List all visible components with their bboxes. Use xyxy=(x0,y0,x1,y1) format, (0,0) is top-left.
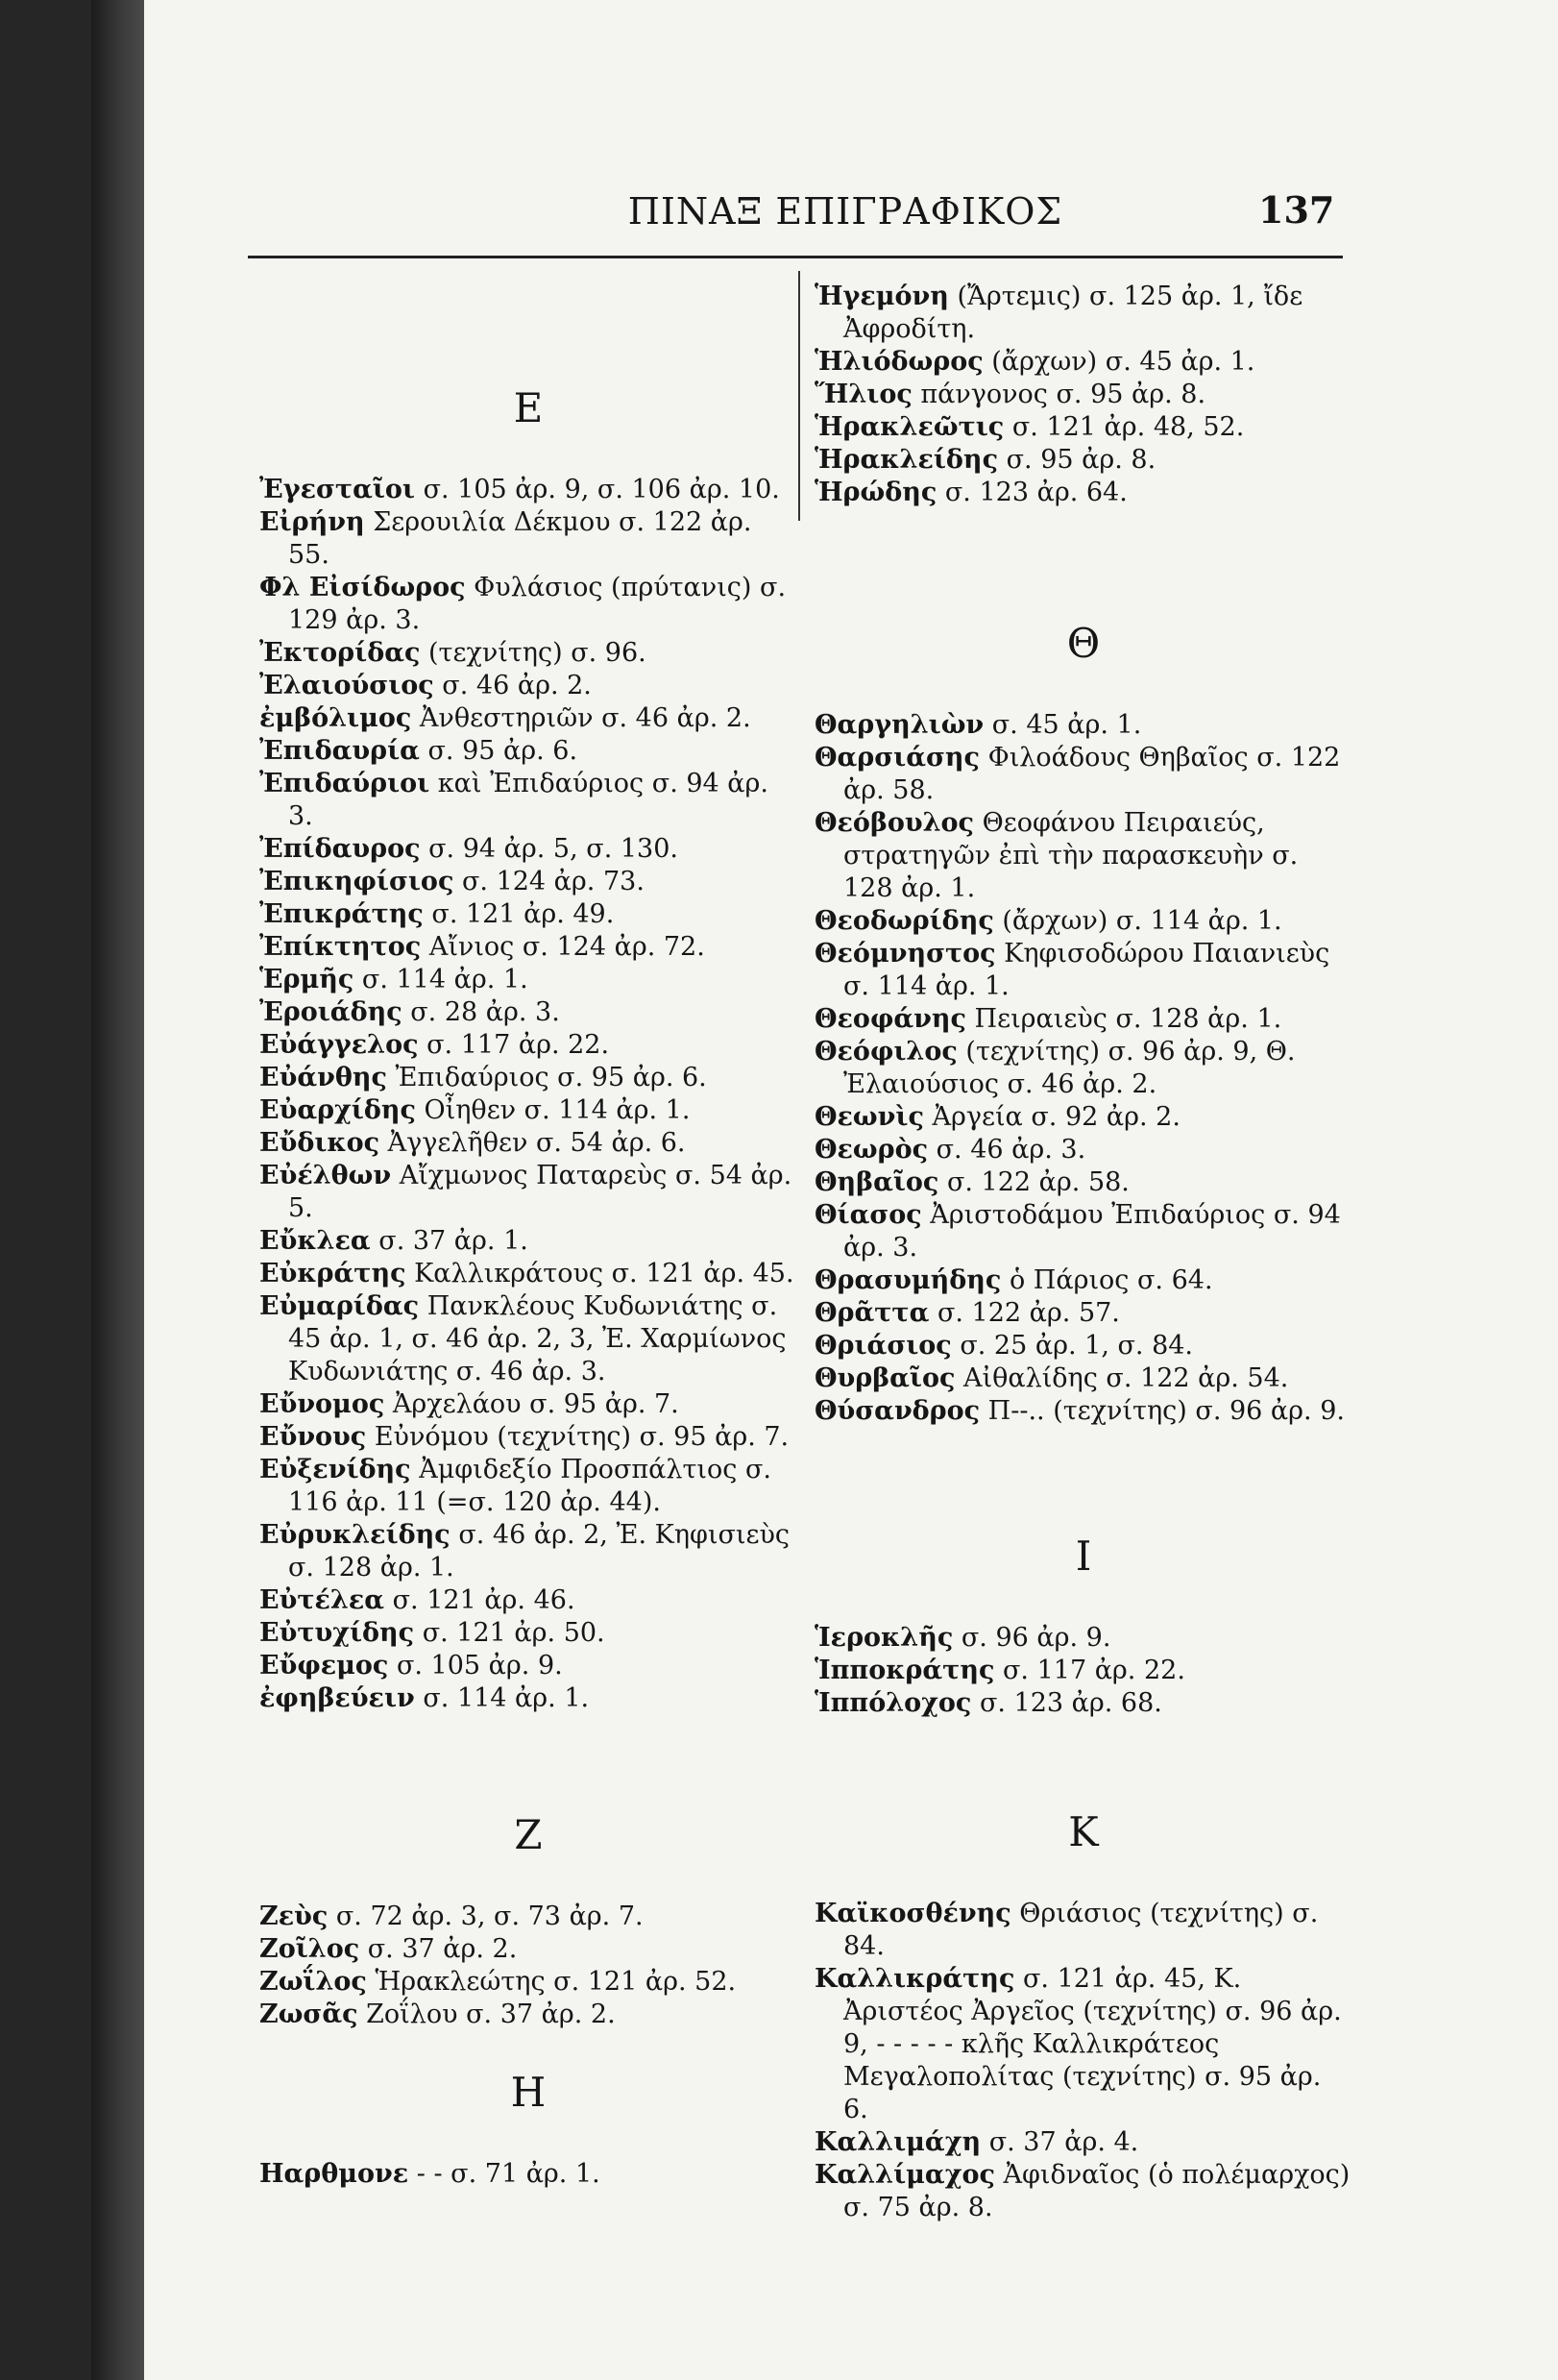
entry-reference: πάνγονος σ. 95 ἀρ. 8. xyxy=(912,380,1206,409)
entry-name: Θύσανδρος xyxy=(815,1396,981,1426)
entry-reference: σ. 37 ἀρ. 2. xyxy=(359,1934,518,1964)
index-entry xyxy=(259,572,797,637)
index-entry xyxy=(815,807,1352,905)
entry-name: Καλλιμάχη xyxy=(815,2127,982,2157)
index-entry xyxy=(259,1454,797,1519)
header-rule xyxy=(248,256,1343,258)
entry-reference: Π--.. (τεχνίτης) σ. 96 ἀρ. 9. xyxy=(980,1396,1345,1426)
entry-name: Εὐαρχίδης xyxy=(259,1095,416,1125)
section-letter: Ζ xyxy=(514,1811,543,1858)
entry-reference: σ. 96 ἀρ. 9. xyxy=(953,1623,1111,1653)
entry-reference: ὁ Πάριος σ. 64. xyxy=(1001,1265,1213,1295)
entry-reference: σ. 121 ἀρ. 50. xyxy=(414,1618,605,1648)
section-letter: Ι xyxy=(1075,1533,1092,1580)
entry-name: Εὔνομος xyxy=(259,1389,385,1419)
entry-name: Θεωνὶς xyxy=(815,1102,924,1132)
entry-reference: Φυλάσιος (πρύτανις) σ. 129 ἀρ. 3. xyxy=(288,573,787,635)
index-entry xyxy=(815,1003,1352,1036)
index-entry xyxy=(815,938,1352,1003)
entry-name: Θίασος xyxy=(815,1200,922,1230)
index-entry xyxy=(815,1036,1352,1101)
page-number: 137 xyxy=(1258,188,1335,232)
index-entry xyxy=(815,1297,1352,1330)
entry-name: Θεόφιλος xyxy=(815,1037,958,1067)
index-entry xyxy=(815,742,1352,807)
entry-reference: σ. 46 ἀρ. 2, Ἐ. Κηφισιεὺς σ. 128 ἀρ. 1. xyxy=(288,1520,791,1583)
index-entry xyxy=(815,1395,1352,1428)
index-entry xyxy=(259,702,797,735)
entry-reference: σ. 117 ἀρ. 22. xyxy=(418,1030,610,1060)
index-entry xyxy=(815,1362,1352,1395)
entry-reference: (ἄρχων) σ. 114 ἀρ. 1. xyxy=(993,906,1282,936)
entry-name: Φλ Εἰσίδωρος xyxy=(259,573,466,602)
entry-name: Καλλίμαχος xyxy=(815,2160,995,2190)
entry-name: Θεοφάνης xyxy=(815,1004,966,1034)
entry-name: Εὐκράτης xyxy=(259,1259,406,1288)
index-entry xyxy=(259,1290,797,1388)
index-entry xyxy=(815,1101,1352,1134)
index-section xyxy=(815,1803,1352,2224)
entry-name: Θυρβαῖος xyxy=(815,1363,956,1393)
entry-name: Εὐρυκλείδης xyxy=(259,1520,450,1550)
index-entry xyxy=(259,768,797,833)
entry-name: Εὐμαρίδας xyxy=(259,1291,420,1321)
index-entry xyxy=(259,1094,797,1127)
entry-name: Ἱεροκλῆς xyxy=(815,1623,954,1653)
entry-name: Ἡρακλεῶτις xyxy=(815,412,1005,442)
entry-name: Ἐπιδαύριοι xyxy=(259,769,430,798)
index-entry xyxy=(259,1650,797,1682)
page-title: ΠΙΝΑΞ ΕΠΙΓΡΑΦΙΚΟΣ xyxy=(627,190,1063,233)
index-entry xyxy=(815,346,1352,379)
entry-name: Θηβαῖος xyxy=(815,1167,939,1197)
entry-name: Ἑρμῆς xyxy=(259,965,354,994)
index-entry xyxy=(259,637,797,670)
index-entry xyxy=(259,1225,797,1258)
index-entry xyxy=(259,670,797,702)
index-entry xyxy=(815,2126,1352,2159)
index-entry xyxy=(259,506,797,572)
entry-name: Ἐπίδαυρος xyxy=(259,834,421,864)
entry-reference: Αἴχμωνος Παταρεὺς σ. 54 ἀρ. 5. xyxy=(288,1161,792,1223)
entry-name: Θεωρὸς xyxy=(815,1135,929,1165)
index-entry xyxy=(815,379,1352,411)
entry-reference: σ. 123 ἀρ. 68. xyxy=(971,1688,1162,1718)
index-entry xyxy=(815,1898,1352,1963)
entry-name: Ἐπίκτητος xyxy=(259,932,422,962)
entry-reference: Εὐνόμου (τεχνίτης) σ. 95 ἀρ. 7. xyxy=(366,1422,790,1452)
entry-reference: σ. 45 ἀρ. 1. xyxy=(984,710,1142,740)
entry-reference: Ζοΐλου σ. 37 ἀρ. 2. xyxy=(357,2000,616,2029)
entry-reference: Αἰθαλίδης σ. 122 ἀρ. 54. xyxy=(955,1363,1289,1393)
entry-reference: σ. 46 ἀρ. 3. xyxy=(928,1135,1086,1165)
entry-reference: σ. 121 ἀρ. 48, 52. xyxy=(1004,412,1245,442)
entry-name: Ἐγεσταῖοι xyxy=(259,475,415,504)
index-entry xyxy=(259,1901,797,1933)
entry-reference: Ἀριστοδάμου Ἐπιδαύριος σ. 94 ἀρ. 3. xyxy=(843,1200,1341,1263)
entry-reference: σ. 124 ἀρ. 73. xyxy=(453,867,645,896)
entry-name: Θριάσιος xyxy=(815,1331,952,1361)
entry-name: Εὐάγγελος xyxy=(259,1030,419,1060)
entry-name: Ἐπιδαυρία xyxy=(259,736,420,766)
section-letter: Θ xyxy=(1066,620,1101,667)
index-entry xyxy=(259,866,797,898)
index-entry xyxy=(815,1655,1352,1687)
entry-name: Ἡρακλείδης xyxy=(815,445,999,475)
index-entry xyxy=(815,1622,1352,1655)
entry-reference: Ἡρακλεώτης σ. 121 ἀρ. 52. xyxy=(366,1967,737,1997)
entry-name: Καϊκοσθένης xyxy=(815,1899,1011,1928)
entry-name: Εὐτέλεα xyxy=(259,1585,385,1615)
entry-reference: σ. 122 ἀρ. 57. xyxy=(929,1298,1120,1328)
index-section xyxy=(259,1806,797,2031)
index-entry xyxy=(815,1330,1352,1362)
entry-reference: Ἀμφιδεξίο Προσπάλτιος σ. 116 ἀρ. 11 (=σ. 120 ἀρ. 44). xyxy=(288,1455,771,1517)
entry-reference: (τεχνίτης) σ. 96. xyxy=(420,638,646,668)
entry-name: Θρασυμήδης xyxy=(815,1265,1002,1295)
entry-name: Θεόβουλος xyxy=(815,808,974,838)
entry-name: Ζοῖλος xyxy=(259,1934,360,1964)
index-entry xyxy=(259,833,797,866)
entry-reference: σ. 37 ἀρ. 1. xyxy=(370,1226,528,1256)
index-entry xyxy=(259,2158,797,2191)
index-section xyxy=(815,615,1352,1428)
entry-reference: Ἀγγελῆθεν σ. 54 ἀρ. 6. xyxy=(379,1128,686,1158)
entry-name: Ζεὺς xyxy=(259,1902,329,1931)
index-entry xyxy=(815,1264,1352,1297)
entry-reference: Θριάσιος (τεχνίτης) σ. 84. xyxy=(843,1899,1319,1961)
index-entry xyxy=(259,898,797,931)
entry-name: Ἐκτορίδας xyxy=(259,638,421,668)
section-letter: Κ xyxy=(1068,1808,1099,1855)
entry-name: Θαρσιάσης xyxy=(815,743,980,773)
index-entry xyxy=(259,1966,797,1999)
index-entry xyxy=(815,1199,1352,1264)
entry-name: Ἡγεμόνη xyxy=(815,282,949,311)
entry-reference: Φιλοάδους Θηβαῖος σ. 122 ἀρ. 58. xyxy=(843,743,1341,805)
entry-name: Θεοδωρίδης xyxy=(815,906,994,936)
entry-name: Θεόμνηστος xyxy=(815,939,996,969)
entry-name: Θρᾶττα xyxy=(815,1298,930,1328)
index-entry xyxy=(815,2159,1352,2224)
entry-name: Ἐπικράτης xyxy=(259,899,424,929)
entry-reference: σ. 25 ἀρ. 1, σ. 84. xyxy=(951,1331,1194,1361)
index-entry xyxy=(259,1029,797,1062)
book-page xyxy=(144,0,1558,2380)
entry-name: Ἐπικηφίσιος xyxy=(259,867,454,896)
index-entry xyxy=(815,1963,1352,2126)
entry-reference: σ. 114 ἀρ. 1. xyxy=(414,1683,590,1713)
entry-reference: Πειραιεὺς σ. 128 ἀρ. 1. xyxy=(965,1004,1282,1034)
entry-reference: Ἐπιδαύριος σ. 95 ἀρ. 6. xyxy=(386,1063,707,1092)
index-entry xyxy=(815,1687,1352,1720)
entry-reference: σ. 105 ἀρ. 9, σ. 106 ἀρ. 10. xyxy=(415,475,780,504)
entry-reference: σ. 121 ἀρ. 49. xyxy=(423,899,615,929)
entry-name: Θαργηλιὼν xyxy=(815,710,985,740)
entry-reference: σ. 72 ἀρ. 3, σ. 73 ἀρ. 7. xyxy=(328,1902,644,1931)
index-entry xyxy=(815,709,1352,742)
index-entry xyxy=(259,1388,797,1421)
entry-name: Ἱππόλοχος xyxy=(815,1688,972,1718)
index-entry xyxy=(259,735,797,768)
entry-name: Ἡλιόδωρος xyxy=(815,347,984,377)
index-entry xyxy=(259,1999,797,2031)
index-entry xyxy=(259,1421,797,1454)
entry-reference: (τεχνίτης) σ. 96 ἀρ. 9, Θ. Ἐλαιούσιος σ. 46 ἀρ. 2. xyxy=(843,1037,1296,1099)
entry-reference: σ. 114 ἀρ. 1. xyxy=(353,965,528,994)
entry-name: Καλλικράτης xyxy=(815,1964,1015,1994)
index-entry xyxy=(259,1933,797,1966)
entry-reference: σ. 37 ἀρ. 4. xyxy=(981,2127,1139,2157)
index-entry xyxy=(259,931,797,964)
index-section xyxy=(815,1528,1352,1720)
book-spine xyxy=(91,0,144,2380)
entry-reference: σ. 123 ἀρ. 64. xyxy=(937,478,1128,507)
index-entry xyxy=(815,477,1352,509)
index-section xyxy=(259,2064,797,2191)
entry-name: Εὔφεμος xyxy=(259,1651,389,1681)
index-entry xyxy=(815,411,1352,444)
entry-name: Ζωΐλος xyxy=(259,1967,367,1997)
index-entry xyxy=(259,1682,797,1715)
entry-reference: Ἀνθεστηριῶν σ. 46 ἀρ. 2. xyxy=(411,703,751,733)
section-letter: Ε xyxy=(513,384,544,431)
entry-name: Εὐτυχίδης xyxy=(259,1618,415,1648)
index-entry xyxy=(815,905,1352,938)
entry-name: Ἐλαιούσιος xyxy=(259,671,434,700)
entry-name: Εὔνους xyxy=(259,1422,367,1452)
entry-name: Ἐροιάδης xyxy=(259,997,402,1027)
index-entry xyxy=(259,996,797,1029)
entry-reference: (Ἄρτεμις) σ. 125 ἀρ. 1, ἴδε Ἀφροδίτη. xyxy=(843,282,1303,344)
entry-name: ἐφηβεύειν xyxy=(259,1683,415,1713)
entry-reference: - - σ. 71 ἀρ. 1. xyxy=(408,2159,600,2189)
entry-reference: σ. 95 ἀρ. 8. xyxy=(998,445,1156,475)
index-entry xyxy=(815,281,1352,346)
entry-reference: Ἀφιδναῖος (ὁ πολέμαρχος) σ. 75 ἀρ. 8. xyxy=(843,2160,1351,2222)
entry-reference: Οἶηθεν σ. 114 ἀρ. 1. xyxy=(415,1095,691,1125)
entry-reference: Κηφισοδώρου Παιανιεὺς σ. 114 ἀρ. 1. xyxy=(843,939,1330,1001)
entry-reference: (ἄρχων) σ. 45 ἀρ. 1. xyxy=(983,347,1255,377)
entry-reference: σ. 94 ἀρ. 5, σ. 130. xyxy=(420,834,678,864)
entry-name: Ἡρώδης xyxy=(815,478,937,507)
entry-name: Εὔδικος xyxy=(259,1128,380,1158)
section-letter: Η xyxy=(510,2069,547,2116)
entry-reference: Ἀρχελάου σ. 95 ἀρ. 7. xyxy=(384,1389,679,1419)
index-entry xyxy=(259,1584,797,1617)
index-entry xyxy=(815,1166,1352,1199)
entry-reference: σ. 95 ἀρ. 6. xyxy=(419,736,578,766)
index-entry xyxy=(259,1258,797,1290)
entry-reference: Θεοφάνου Πειραιεύς, στρατηγῶν ἐπὶ τὴν παρασκευὴν σ. 128 ἀρ. 1. xyxy=(843,808,1299,903)
index-entry xyxy=(259,474,797,506)
entry-reference: σ. 105 ἀρ. 9. xyxy=(388,1651,563,1681)
index-entry xyxy=(259,1127,797,1160)
index-section xyxy=(259,380,797,1715)
entry-reference: Καλλικράτους σ. 121 ἀρ. 45. xyxy=(405,1259,794,1288)
entry-reference: σ. 121 ἀρ. 46. xyxy=(384,1585,575,1615)
index-entry xyxy=(259,1617,797,1650)
entry-name: Ἥλιος xyxy=(815,380,913,409)
index-entry xyxy=(259,1160,797,1225)
entry-reference: σ. 117 ἀρ. 22. xyxy=(994,1656,1185,1685)
entry-name: Εὐάνθης xyxy=(259,1063,387,1092)
entry-reference: καὶ Ἐπιδαύριος σ. 94 ἀρ. 3. xyxy=(288,769,768,831)
index-entry xyxy=(815,1134,1352,1166)
index-entry xyxy=(259,1519,797,1584)
entry-reference: Πανκλέους Κυδωνιάτης σ. 45 ἀρ. 1, σ. 46 ἀρ. 2, 3, Ἐ. Χαρμίωνος Κυδωνιάτης σ. 46 ἀρ. 3. xyxy=(288,1291,787,1386)
entry-reference: Αἴνιος σ. 124 ἀρ. 72. xyxy=(421,932,705,962)
index-entry xyxy=(259,1062,797,1094)
entry-reference: σ. 28 ἀρ. 3. xyxy=(402,997,560,1027)
entry-reference: σ. 122 ἀρ. 58. xyxy=(938,1167,1130,1197)
column-divider xyxy=(798,271,800,521)
entry-reference: Ἀργεία σ. 92 ἀρ. 2. xyxy=(923,1102,1181,1132)
entry-name: Εὐξενίδης xyxy=(259,1455,411,1484)
index-section xyxy=(815,281,1352,509)
index-entry xyxy=(815,444,1352,477)
entry-name: Εἰρήνη xyxy=(259,507,365,537)
entry-name: Ἱπποκράτης xyxy=(815,1656,995,1685)
entry-reference: σ. 46 ἀρ. 2. xyxy=(433,671,592,700)
entry-reference: σ. 121 ἀρ. 45, Κ. Ἀριστέος Ἀργεῖος (τεχνίτης) σ. 96 ἀρ. 9, - - - - - κλῆς Καλλικράτεος Μεγαλοπολίτας (τεχνίτης) σ. 95 ἀρ. 6. xyxy=(843,1964,1342,2124)
entry-reference: Σερουιλία Δέκμου σ. 122 ἀρ. 55. xyxy=(288,507,752,570)
entry-name: Εὐέλθων xyxy=(259,1161,392,1190)
entry-name: ἐμβόλιμος xyxy=(259,703,412,733)
index-entry xyxy=(259,964,797,996)
entry-name: Ζωσᾶς xyxy=(259,2000,358,2029)
entry-name: Εὔκλεα xyxy=(259,1226,371,1256)
entry-name: Ηαρθμονε xyxy=(259,2159,409,2189)
